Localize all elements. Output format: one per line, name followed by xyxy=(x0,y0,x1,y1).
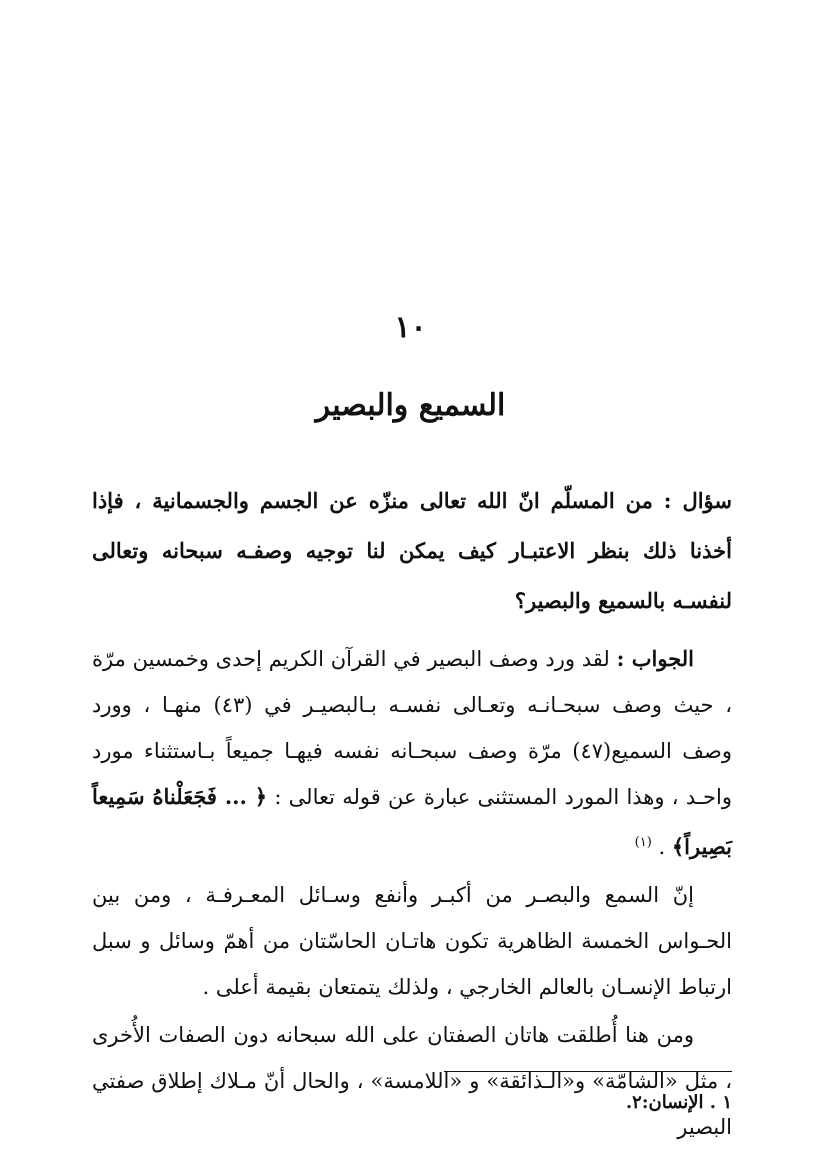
answer-paragraph-1 xyxy=(92,636,732,870)
chapter-number: ١٠ xyxy=(394,310,427,345)
question-paragraph: سؤال : من المسلّم انّ الله تعالى منزّه عن الجسم والجسمانية ، فإذا أخذنا ذلك بنظر الاعتبـار كيف يمكن لنا توجيه وصفـه سبحانه وتعالى لنفسـه بالسميع والبصير؟ xyxy=(92,488,732,613)
sentence-end: . xyxy=(658,835,666,859)
footnote: ١ . الإنسان:٢. xyxy=(625,1092,732,1113)
chapter-title: السميع والبصير xyxy=(315,388,506,423)
footnote-divider xyxy=(444,1071,732,1072)
answer-paragraph-3: ومن هنا أُطلقت هاتان الصفتان على الله سبحانه دون الصفات الأُخرى ، مثل «الشامّة» و«الـذائقة» و «اللامسة» ، والحال أنّ مـلاك إطلاق صفتي البصير xyxy=(92,1023,732,1139)
answer-paragraph-2: إنّ السمع والبصـر من أكبـر وأنفع وسـائل المعـرفـة ، ومن بين الحـواس الخمسة الظاهرية تكون هاتـان الحاسّتان من أهمّ وسائل و سبل ارتباط الإنسـان بالعالم الخارجي ، ولذلك يتمتعان بقيمة أعلى . xyxy=(92,883,732,999)
answer-text: لقد ورد وصف البصير في القرآن الكريم إحدى وخمسين مرّة ، حيث وصف سبحـانـه وتعـالى نفسـه بـالبصيـر في (٤٣) منهـا ، وورد وصف السميع(٤٧) مرّة وصف سبحـانه نفسه فيهـا جميعاً بـاستثناء مورد واحـد ، وهذا المورد المستثنى عبارة عن قوله تعالى : xyxy=(92,647,732,809)
footnote-reference: (١) xyxy=(634,835,652,850)
answer-label: الجواب : xyxy=(616,646,694,671)
answer-section xyxy=(92,636,732,1150)
quran-verse: ﴿ ... فَجَعَلْناهُ سَمِيعاً بَصِيراً﴾ xyxy=(92,784,732,859)
